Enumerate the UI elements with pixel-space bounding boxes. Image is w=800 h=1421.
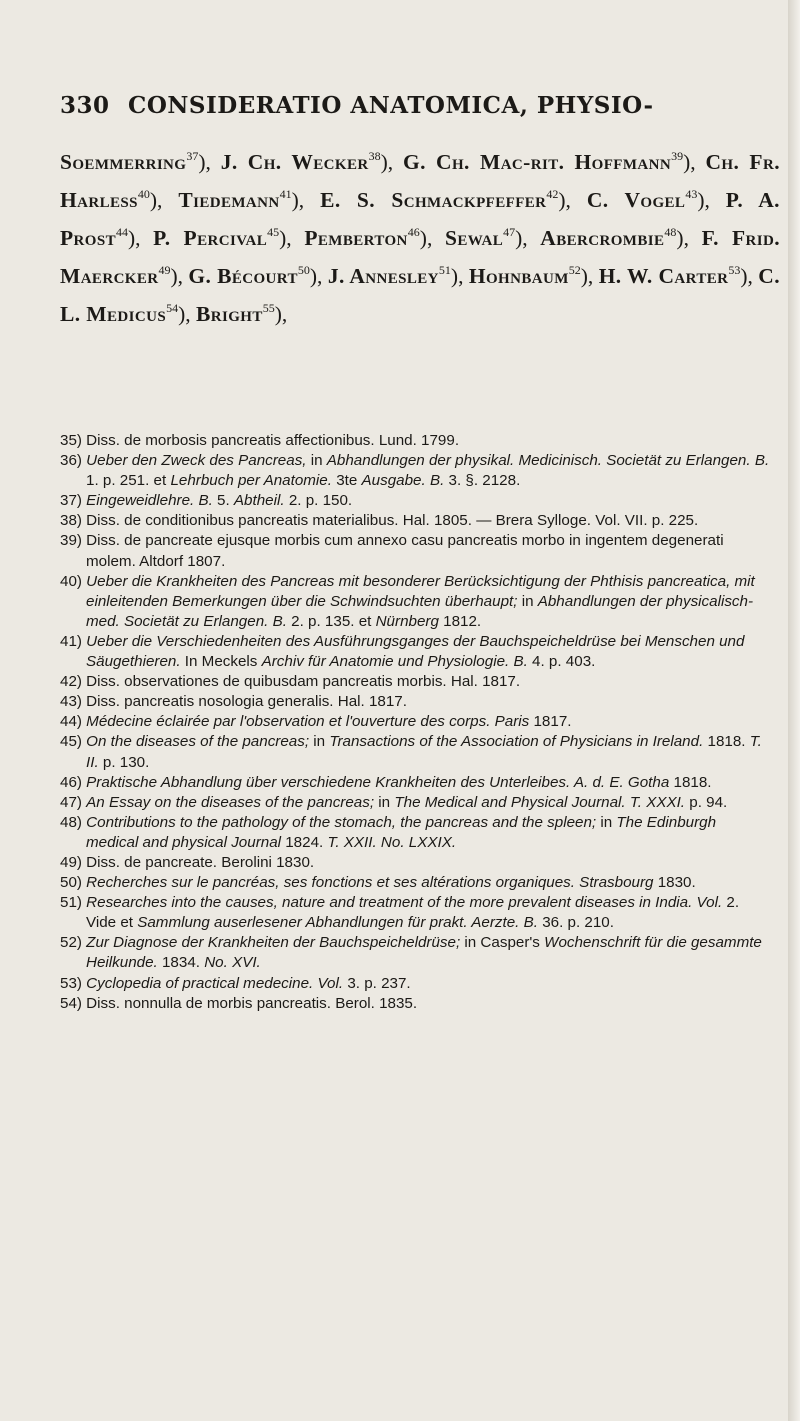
author-list: Soemmerring$^{37}$), J. Ch. Wecker$^{38}$), G. Ch. Mac-rit. Hoffmann$^{39}$), Ch. Fr. Harless$^{40}$), Tiedemann$^{41}$), E. S. Schmackpfeffer$^{42}$), C. Vogel$^{43}$), P. A. Prost$^{44}$), P. Percival$^{45}$), Pemberton$^{46}$), Sewal$^{47}$), Abercrombie$^{48}$), F. Frid. Maercker$^{49}$), G. Bécourt$^{50}$), J. Annesley$^{51}$), Hohnbaum$^{52}$), H. W. Carter$^{53}$), C. L. Medicus$^{54}$), Bright$^{55}$), bbox=[60, 149, 780, 326]
author-name: J. Ch. Wecker bbox=[220, 150, 369, 174]
reference-text: Médecine éclairée par l'observation et l'ouverture des corps. Paris bbox=[86, 713, 530, 731]
reference-entry bbox=[60, 692, 772, 712]
reference-text: T. II. bbox=[86, 733, 762, 771]
reference-text: Ausgabe. B. bbox=[361, 472, 445, 490]
reference-entry bbox=[60, 572, 772, 632]
author-name: Soemmerring bbox=[60, 150, 187, 174]
footnote-marker: 41 bbox=[279, 187, 292, 201]
reference-text: 1818. bbox=[669, 773, 712, 791]
reference-number: 53) bbox=[60, 974, 87, 992]
reference-text: Contributions to the pathology of the stomach, the pancreas and the spleen; bbox=[86, 813, 597, 831]
reference-entry bbox=[60, 511, 772, 531]
reference-text: Diss. de pancreate ejusque morbis cum annexo casu pancreatis morbo in ingentem degenerati molem. Altdorf 1807. bbox=[86, 532, 724, 570]
reference-text: 3. §. 2128. bbox=[444, 472, 521, 490]
reference-entry bbox=[60, 873, 772, 893]
reference-number: 52) bbox=[60, 934, 87, 952]
reference-text: 2. p. 150. bbox=[284, 492, 353, 510]
reference-entry bbox=[60, 974, 772, 994]
reference-text: Ueber die Krankheiten des Pancreas mit besonderer Berücksichtigung der Phthisis pancreatica, mit einleitenden Bemerkungen über die Schwindsuchten überhaupt; bbox=[86, 572, 755, 610]
reference-text: 4. p. 403. bbox=[527, 653, 596, 671]
reference-entry bbox=[60, 451, 772, 491]
reference-number: 40) bbox=[60, 572, 87, 590]
reference-text: T. XXII. No. LXXIX. bbox=[327, 833, 457, 851]
reference-text: 1830. bbox=[653, 874, 696, 892]
reference-text: in bbox=[309, 733, 330, 751]
author-name: C. Vogel bbox=[586, 188, 686, 212]
footnote-marker: 50 bbox=[297, 263, 310, 277]
footnote-marker: 43 bbox=[685, 187, 698, 201]
reference-text: Lehrbuch per Anatomie. bbox=[170, 472, 332, 490]
reference-entry bbox=[60, 491, 772, 511]
reference-text: 2. Vide et bbox=[86, 894, 740, 932]
reference-text: in bbox=[596, 813, 617, 831]
reference-text: 3. p. 237. bbox=[343, 974, 411, 992]
author-name: J. Annesley bbox=[327, 264, 439, 288]
reference-entry bbox=[60, 531, 772, 571]
reference-text: Diss. de conditionibus pancreatis materialibus. Hal. 1805. — Brera Sylloge. Vol. VII. p. 225. bbox=[86, 512, 699, 530]
footnote-marker: 53 bbox=[728, 263, 741, 277]
reference-text: Diss. observationes de quibusdam pancreatis morbis. Hal. 1817. bbox=[86, 673, 521, 691]
footnote-marker: 40 bbox=[137, 187, 150, 201]
author-name: Tiedemann bbox=[178, 188, 280, 212]
footnote-marker: 49 bbox=[158, 263, 171, 277]
reference-text: 36. p. 210. bbox=[537, 914, 614, 932]
reference-entry bbox=[60, 431, 772, 451]
footnote-marker: 38 bbox=[368, 149, 381, 163]
author-name: Pemberton bbox=[304, 226, 408, 250]
reference-text: Diss. de pancreate. Berolini 1830. bbox=[86, 853, 315, 871]
reference-entry bbox=[60, 933, 772, 973]
running-title: CONSIDERATIO ANATOMICA, PHYSIO- bbox=[128, 92, 654, 119]
page-number: 330 bbox=[60, 92, 110, 119]
reference-number: 38) bbox=[60, 512, 87, 530]
author-name: Sewal bbox=[444, 226, 504, 250]
reference-text: Abtheil. bbox=[233, 492, 285, 510]
reference-entry bbox=[60, 893, 772, 933]
reference-number: 43) bbox=[60, 693, 87, 711]
author-name: P. A. Prost bbox=[60, 188, 780, 250]
footnote-marker: 47 bbox=[503, 225, 516, 239]
reference-text: 1817. bbox=[529, 713, 572, 731]
reference-text: Nürnberg bbox=[375, 612, 439, 630]
reference-text: p. 94. bbox=[685, 793, 728, 811]
reference-number: 51) bbox=[60, 894, 87, 912]
reference-text: On the diseases of the pancreas; bbox=[86, 733, 310, 751]
reference-text: in Casper's bbox=[460, 934, 545, 952]
reference-number: 42) bbox=[60, 673, 87, 691]
author-name: G. Ch. Mac-rit. Hoffmann bbox=[402, 150, 672, 174]
reference-entry bbox=[60, 732, 772, 772]
footnote-marker: 39 bbox=[671, 149, 684, 163]
reference-text: Researches into the causes, nature and treatment of the more prevalent diseases in India. Vol. bbox=[86, 894, 723, 912]
reference-text: The Edinburgh medical and physical Journal bbox=[86, 813, 717, 851]
footnote-marker: 44 bbox=[115, 225, 128, 239]
reference-text: In Meckels bbox=[180, 653, 262, 671]
reference-number: 54) bbox=[60, 994, 87, 1012]
reference-text: An Essay on the diseases of the pancreas; bbox=[86, 793, 375, 811]
author-name: Abercrombie bbox=[540, 226, 665, 250]
reference-entry bbox=[60, 632, 772, 672]
footnote-references bbox=[60, 431, 772, 1014]
author-name: P. Percival bbox=[153, 226, 268, 250]
footnote-marker: 48 bbox=[664, 225, 677, 239]
reference-entry bbox=[60, 793, 772, 813]
reference-text: in bbox=[306, 452, 327, 470]
reference-text: Ueber den Zweck des Pancreas, bbox=[86, 452, 307, 470]
footnote-marker: 45 bbox=[267, 225, 280, 239]
reference-text: 1812. bbox=[438, 612, 482, 630]
reference-number: 46) bbox=[60, 773, 87, 791]
author-name: Bright bbox=[196, 302, 263, 326]
reference-text: Abhandlungen der physikal. Medicinisch. Societät zu Erlangen. B. bbox=[326, 452, 770, 470]
reference-text: Sammlung auserlesener Abhandlungen für prakt. Aerzte. B. bbox=[137, 914, 538, 932]
reference-number: 37) bbox=[60, 492, 87, 510]
reference-number: 50) bbox=[60, 874, 87, 892]
reference-text: 2. p. 135. et bbox=[286, 612, 376, 630]
reference-number: 36) bbox=[60, 452, 87, 470]
page-edge bbox=[788, 0, 800, 1421]
reference-text: 1818. bbox=[703, 733, 750, 751]
author-name: H. W. Carter bbox=[598, 264, 729, 288]
reference-text: in bbox=[374, 793, 395, 811]
reference-text: 5. bbox=[212, 492, 234, 510]
reference-number: 39) bbox=[60, 532, 87, 550]
reference-text: 1834. bbox=[157, 954, 205, 972]
reference-text: in bbox=[517, 592, 538, 610]
reference-number: 44) bbox=[60, 713, 87, 731]
reference-number: 45) bbox=[60, 733, 87, 751]
reference-text: 1. p. 251. et bbox=[86, 472, 171, 490]
reference-number: 41) bbox=[60, 632, 87, 650]
reference-text: Diss. de morbosis pancreatis affectionibus. Lund. 1799. bbox=[86, 432, 460, 449]
author-name: G. Bécourt bbox=[188, 264, 298, 288]
reference-text: Abhandlungen der physicalisch-med. Societät zu Erlangen. B. bbox=[86, 592, 754, 630]
reference-entry bbox=[60, 994, 772, 1014]
reference-text: Diss. nonnulla de morbis pancreatis. Berol. 1835. bbox=[86, 994, 418, 1012]
reference-text: Eingeweidlehre. B. bbox=[86, 492, 213, 510]
reference-text: Diss. pancreatis nosologia generalis. Hal. 1817. bbox=[86, 693, 407, 711]
reference-entry bbox=[60, 773, 772, 793]
reference-number: 49) bbox=[60, 853, 87, 871]
reference-text: Wochenschrift für die gesammte Heilkunde. bbox=[86, 934, 762, 972]
reference-number: 35) bbox=[60, 432, 87, 449]
reference-text: Zur Diagnose der Krankheiten der Bauchspeicheldrüse; bbox=[86, 934, 461, 952]
footnote-marker: 46 bbox=[407, 225, 420, 239]
footnote-marker: 42 bbox=[546, 187, 559, 201]
reference-text: 1824. bbox=[281, 833, 328, 851]
author-name: F. Frid. Maercker bbox=[60, 226, 780, 288]
author-name: Hohnbaum bbox=[468, 264, 569, 288]
reference-text: p. 130. bbox=[98, 753, 150, 771]
reference-text: Cyclopedia of practical medecine. Vol. bbox=[86, 974, 344, 992]
footnote-marker: 55 bbox=[262, 301, 275, 315]
reference-text: Transactions of the Association of Physicians in Ireland. bbox=[329, 733, 704, 751]
reference-text: The Medical and Physical Journal. T. XXXI. bbox=[394, 793, 686, 811]
reference-entry bbox=[60, 853, 772, 873]
reference-number: 48) bbox=[60, 813, 87, 831]
reference-number: 47) bbox=[60, 793, 87, 811]
footnote-marker: 52 bbox=[568, 263, 581, 277]
reference-entry bbox=[60, 712, 772, 732]
reference-text: No. XVI. bbox=[204, 954, 261, 972]
footnote-marker: 51 bbox=[438, 263, 451, 277]
footnote-marker: 37 bbox=[186, 149, 199, 163]
running-header bbox=[60, 92, 654, 119]
reference-text: Ueber die Verschiedenheiten des Ausführungsganges der Bauchspeicheldrüse bei Menschen und Säugethieren. bbox=[86, 632, 745, 671]
author-name: E. S. Schmackpfeffer bbox=[320, 188, 547, 212]
reference-entry bbox=[60, 672, 772, 692]
reference-text: Archiv für Anatomie und Physiologie. B. bbox=[261, 653, 528, 671]
footnote-marker: 54 bbox=[166, 301, 179, 315]
reference-text: 3te bbox=[331, 472, 362, 490]
reference-text: Recherches sur le pancréas, ses fonctions et ses altérations organiques. Strasbourg bbox=[86, 874, 654, 892]
reference-entry bbox=[60, 813, 772, 853]
author-name: C. L. Medicus bbox=[60, 264, 780, 326]
author-name: Ch. Fr. Harless bbox=[60, 150, 780, 212]
reference-text: Praktische Abhandlung über verschiedene Krankheiten des Unterleibes. A. d. E. Gotha bbox=[86, 773, 670, 791]
